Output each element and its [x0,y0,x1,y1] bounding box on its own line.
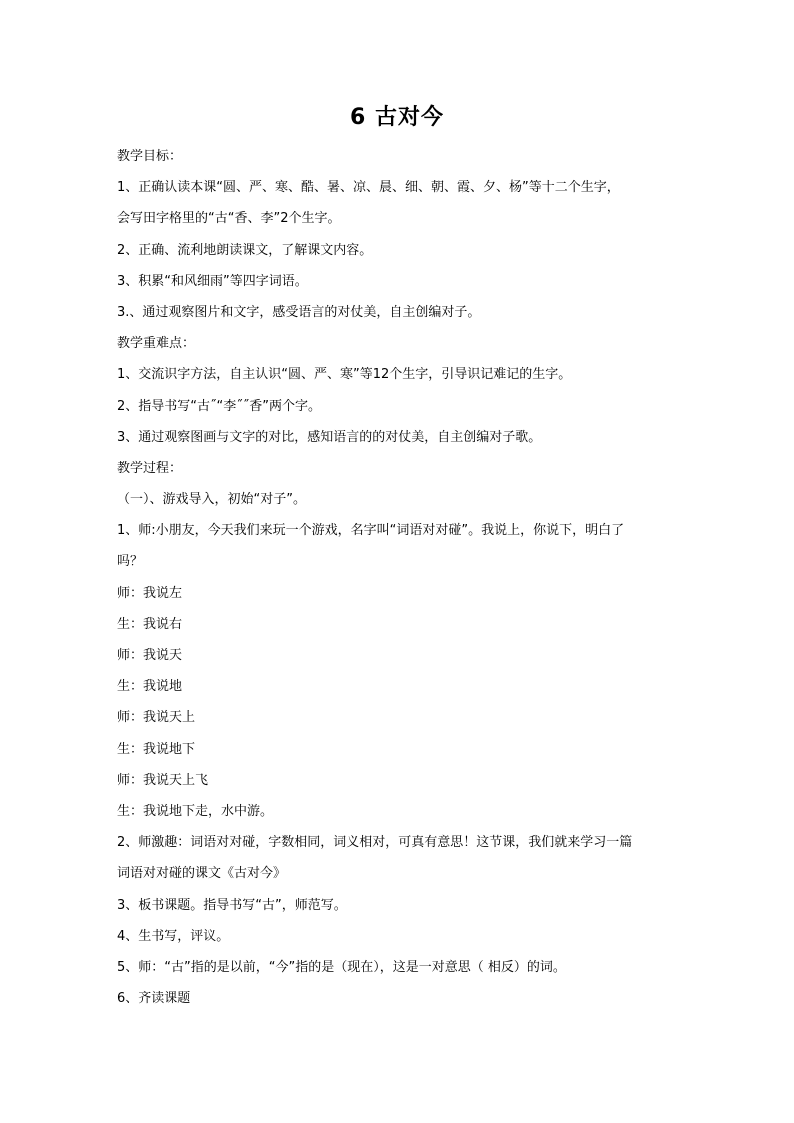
text-line: 1、正确认读本课“圆、严、寒、酷、暑、凉、晨、细、朝、霞、夕、杨”等十二个生字， [117,180,620,196]
text-line: 词语对对碰的课文《古对今》 [117,866,287,882]
text-line: 1、交流识字方法，自主认识“圆、严、寒”等12个生字，引导识记难记的生字。 [117,367,572,383]
text-line: 生：我说地 [117,679,183,695]
text-line: 生：我说右 [117,616,183,632]
text-line: 4、生书写，评议。 [117,928,230,944]
text-line: 2、师激趣：词语对对碰，字数相同，词义相对，可真有意思！这节课，我们就来学习一篇 [117,835,633,851]
text-line: 师：我说天上飞 [117,772,209,788]
document-body [117,141,682,1014]
text-line: 3.、通过观察图片和文字，感受语言的对仗美，自主创编对子。 [117,304,481,320]
text-line: 3、积累“和风细雨”等四字词语。 [117,273,308,289]
text-line: 3、通过观察图画与文字的对比，感知语言的的对仗美，自主创编对子歌。 [117,429,542,445]
page-title: 6 古对今 [350,105,444,130]
text-line: 吗？ [117,554,144,570]
text-line: 教学重难点： [117,336,196,352]
text-line: 师：我说天 [117,648,183,663]
text-line: 教学目标： [117,149,183,164]
text-line: 生：我说地下 [117,741,196,757]
text-line: 2、指导书写“古˝“李˝˝香”两个字。 [117,398,321,414]
text-line: 3、板书课题。指导书写“古”，师范写。 [117,897,347,913]
text-line: 会写田字格里的“古“香、李”2个生字。 [117,211,341,227]
text-line: 6、齐读课题 [117,991,191,1007]
text-line: 生：我说地下走，水中游。 [117,803,274,819]
text-line: 师：我说天上 [117,710,196,726]
text-line: 5、师：“古”指的是以前，“今”指的是（现在），这是一对意思（ 相反）的词。 [117,959,566,975]
text-line: 师：我说左 [117,585,183,601]
text-line: （一）、游戏导入，初始“对子”。 [117,492,306,508]
text-line: 教学过程： [117,460,183,476]
text-line: 2、正确、流利地朗读课文，了解课文内容。 [117,242,373,258]
text-line: 1、师:小朋友，今天我们来玩一个游戏，名字叫“词语对对碰”。我说上，你说下，明白了 [117,523,625,539]
